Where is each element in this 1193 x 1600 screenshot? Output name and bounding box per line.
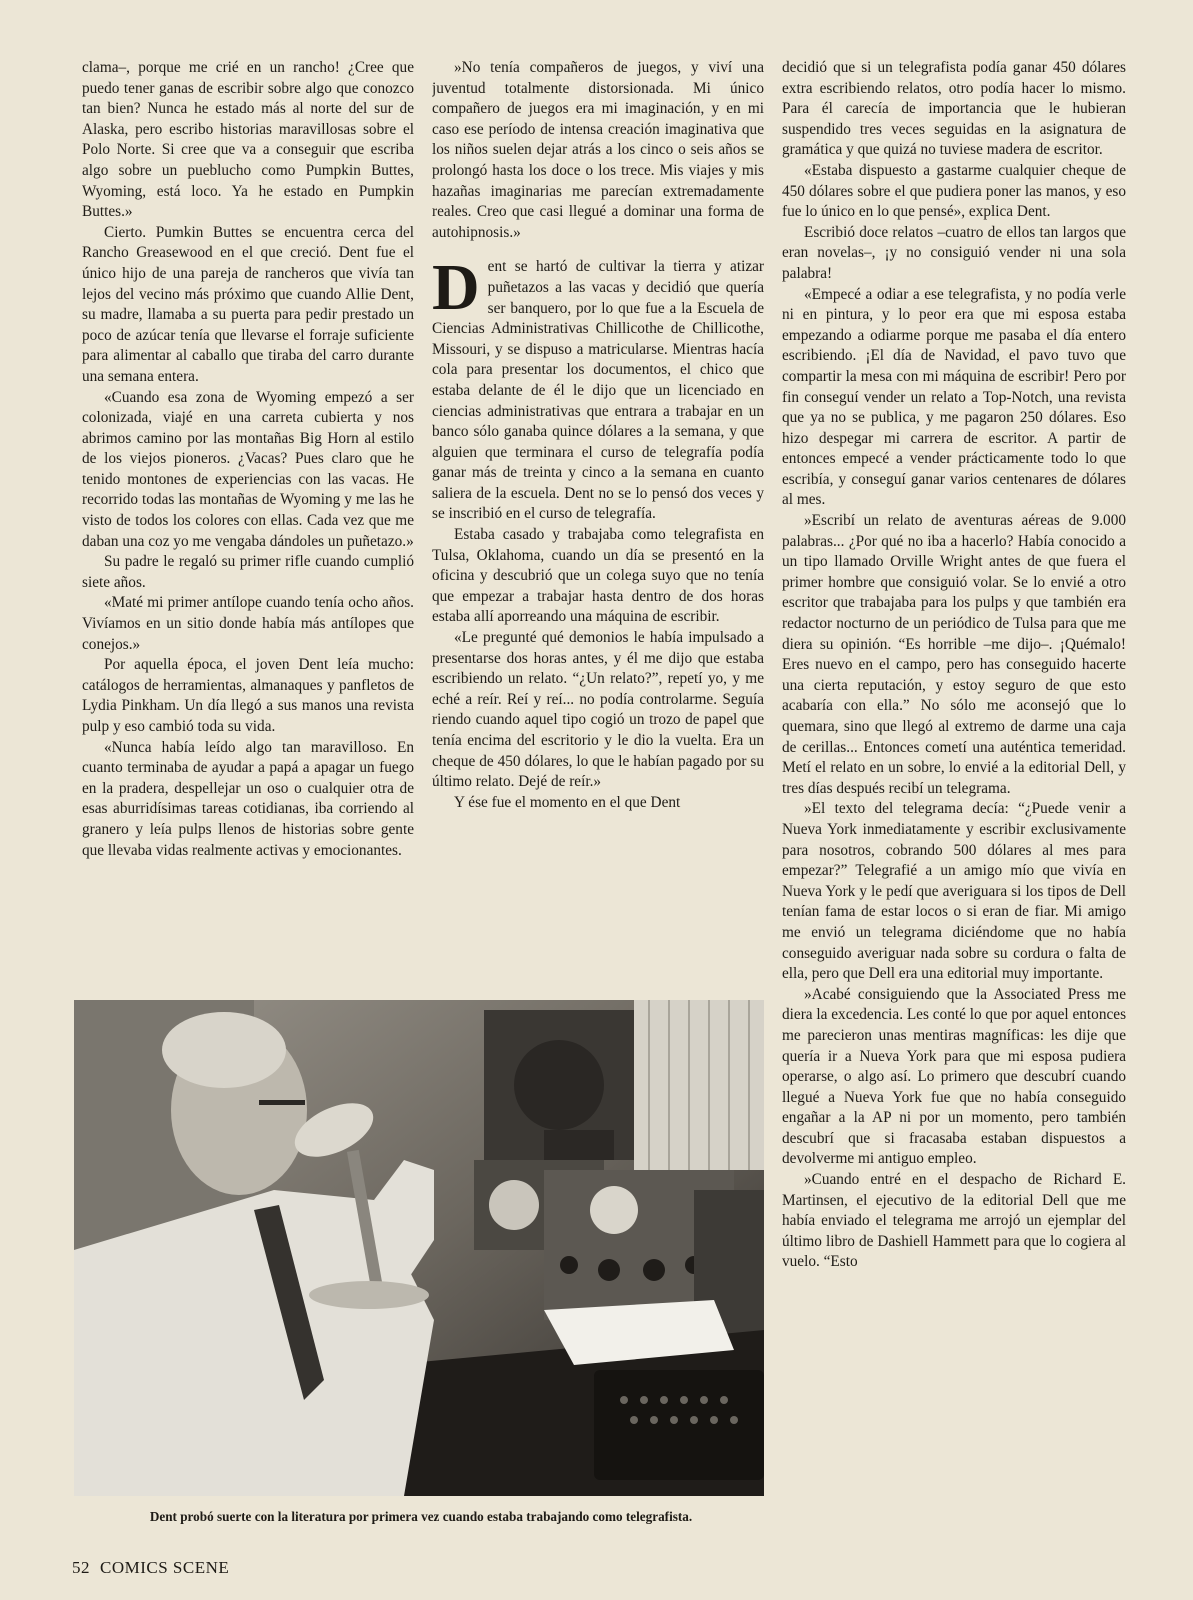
paragraph: Su padre le regaló su primer rifle cuando cumplió siete años. bbox=[82, 553, 414, 591]
paragraph: «Estaba dispuesto a gastarme cualquier cheque de 450 dólares sobre el que pudiera poner las manos, y eso fue lo único en lo que pensé», explica Dent. bbox=[782, 161, 1126, 221]
paragraph: Por aquella época, el joven Dent leía mucho: catálogos de herramientas, almanaques y panfletos de Lydia Pinkham. Un día llegó a sus manos una revista pulp y eso cambió toda su vida. bbox=[82, 656, 414, 735]
paragraph: «Le pregunté qué demonios le había impulsado a presentarse dos horas antes, y él me dijo que estaba escribiendo un relato. “¿Un relato?”, repetí yo, y me eché a reír. Reí y reí... no podía controlarme. Seguía riendo cuando aquel tipo cogió un trozo de papel que tenía encima del escritorio y le dio la vuelta. Era un cheque de 450 dólares, lo que le habían pagado por su último relato. Dejé de reír.» bbox=[432, 629, 764, 791]
dropcap-paragraph bbox=[432, 251, 764, 525]
paragraph: »Cuando entré en el despacho de Richard E. Martinsen, el ejecutivo de la editorial Dell que me había enviado el telegrama me arrojó un ejemplar del último libro de Dashiell Hammett para que lo cogiera al vuelo. “Esto bbox=[782, 1171, 1126, 1271]
article-column-2 bbox=[432, 58, 764, 998]
page-number: 52 bbox=[72, 1558, 90, 1577]
photo-caption: Dent probó suerte con la literatura por primera vez cuando estaba trabajando como telegrafista. bbox=[149, 1509, 693, 1524]
paragraph: »El texto del telegrama decía: “¿Puede venir a Nueva York inmediatamente y escribir exclusivamente para nosotros, cobrando 500 dólares al mes para empezar?” Telegrafié a un amigo mío que vivía en Nueva York y le pedí que averiguara si los tipos de Dell tenían fama de estar locos o si eran de fiar. Mi amigo me envió un telegrama diciéndome que no había conseguido averiguar nada sobre su cordura o falta de ella, pero que Dell era una editorial muy importante. bbox=[782, 800, 1126, 983]
paragraph: «Cuando esa zona de Wyoming empezó a ser colonizada, viajé en una carreta cubierta y nos abrimos camino por las montañas Big Horn al estilo de los viejos pioneros. ¿Vacas? Pues claro que he tenido montones de experiencias con las vacas. He recorrido todas las montañas de Wyoming y me las he visto de todos los colores con ellas. Cada vez que me daban una coz yo me vengaba dándoles un puñetazo.» bbox=[82, 388, 414, 550]
paragraph: Estaba casado y trabajaba como telegrafista en Tulsa, Oklahoma, cuando un día se presentó en la oficina y descubrió que un colega suyo que no tenía que empezar a trabajar hasta dentro de dos horas estaba allí aporreando una máquina de escribir. bbox=[432, 526, 764, 626]
paragraph: Y ése fue el momento en el que Dent bbox=[454, 793, 681, 811]
paragraph: Escribió doce relatos –cuatro de ellos tan largos que eran novelas–, ¡y no consiguió vender ni una sola palabra! bbox=[782, 223, 1126, 282]
page-footer bbox=[72, 1558, 229, 1578]
paragraph: «Maté mi primer antílope cuando tenía ocho años. Vivíamos en un sitio donde había más antílopes que conejos.» bbox=[82, 594, 414, 653]
paragraph: «Nunca había leído algo tan maravilloso. En cuanto terminaba de ayudar a papá a apagar un fuego en la pradera, despellejar un oso o cualquier otra de esas aburridísimas tareas cotidianas, iba corriendo al granero y leía pulps llenos de historias sobre gente que llevaba vidas realmente activas y emocionantes. bbox=[82, 738, 414, 859]
paragraph: clama–, porque me crié en un rancho! ¿Cree que puedo tener ganas de escribir sobre algo que conozco tan bien? Nunca he estado más al norte del sur de Alaska, pero escribo historias maravillosas sobre el Polo Norte. Si cree que va a conseguir que escriba algo sobre un pueblucho como Pumpkin Buttes, Wyoming, está loco. Ya he estado en Pumpkin Buttes.» bbox=[82, 59, 414, 221]
photo-dent-telegraph bbox=[74, 1000, 764, 1496]
article-column-3 bbox=[782, 58, 1126, 1570]
paragraph: »Acabé consiguiendo que la Associated Press me diera la excedencia. Les conté lo que por aquel entonces me parecieron unas mentiras magníficas: les dije que quería ir a Nueva York para que mi esposa pudiera operarse, o algo así. Lo primero que descubrí cuando llegué a Nueva York fue que no había conseguido engañar a la AP ni por un momento, pero también descubrí que si fracasaba estaban dispuestos a devolverme mi antiguo empleo. bbox=[782, 985, 1126, 1168]
typewriter bbox=[594, 1370, 764, 1480]
paragraph: »Escribí un relato de aventuras aéreas de 9.000 palabras... ¿Por qué no iba a hacerlo? Había conocido a un tipo llamado Orville Wright antes de que fuera el primer hombre que consiguió volar. Se lo envié a otro escritor que trabajaba para los pulps y que también era redactor nocturno de un periódico de Tulsa para que me diera su opinión. “Es horrible –me dijo–. ¡Quémalo! Eres nuevo en el campo, pero has conseguido hacerte una cierta reputación, y estoy seguro de que esto acabaría con ella.” No sólo me aconsejó que lo quemara, sino que llegó al extremo de darme una caja de cerillas... Entonces cometí una auténtica temeridad. Metí el relato en un sobre, lo envié a la editorial Dell, y tres días después recibí un telegrama. bbox=[782, 512, 1126, 797]
article-column-1 bbox=[82, 58, 414, 998]
paragraph: Cierto. Pumkin Buttes se encuentra cerca del Rancho Greasewood en el que creció. Dent fue el único hijo de una pareja de rancheros que vivía tan lejos del vecino más próximo que cuando Allie Dent, su madre, llamaba a su puerta para pedir prestado un poco de azúcar tenía que llevarse el forraje suficiente para alimentar al caballo que tiraba del carro durante una semana entera. bbox=[82, 223, 414, 385]
paragraph: »No tenía compañeros de juegos, y viví una juventud totalmente distorsionada. Mi único compañero de juegos era mi imaginación, y en mi caso ese período de intensa creación imaginativa que los niños suelen dejar atrás a los cinco o seis años se prolongó hasta los doce o los trece. Mis viajes y mis hazañas imaginarias me parecían extremadamente reales. Creo que casi llegué a dominar una forma de autohipnosis.» bbox=[432, 59, 764, 241]
paragraph: decidió que si un telegrafista podía ganar 450 dólares extra escribiendo relatos, otro podía hacer lo mismo. Para él carecía de importancia que le hubieran suspendido tres veces seguidas en la asignatura de gramática y que quizá no tuviese madera de escritor. bbox=[782, 59, 1126, 159]
paragraph: «Empecé a odiar a ese telegrafista, y no podía verle ni en pintura, y lo peor era que mi esposa estaba empezando a odiarme porque me pasaba el día entero escribiendo. ¡El día de Navidad, el pavo tuvo que compartir la mesa con mi máquina de escribir! Pero por fin conseguí vender un relato a Top-Notch, una revista que ya no se publica, y me pagaron 250 dólares. Eso hizo despegar mi carrera de escritor. A partir de entonces empecé a vender prácticamente todo lo que escribía, y conseguí ganar varios centenares de dólares al mes. bbox=[782, 285, 1126, 509]
paragraph-text: ent se hartó de cultivar la tierra y atizar puñetazos a las vacas y decidió que quería ser banquero, por lo que fue a la Escuela de Ciencias Administrativas Chillicothe de Chillicothe, Missouri, y se dispuso a matricularse. Mientras hacía cola para presentar los documentos, el chico que estaba delante de él le dijo que un licenciado en ciencias administrativas que entrara a trabajar en un banco sólo ganaba quince dólares a la semana, y que alguien que terminara el curso de telegrafía podía ganar más de treinta y cinco a la semana en cuanto saliera de la escuela. Dent no se lo pensó dos veces y se inscribió en el curso de telegrafía. bbox=[432, 258, 764, 523]
window-curtain bbox=[634, 1000, 764, 1170]
photo-illustration bbox=[74, 1000, 764, 1496]
drop-cap-letter: D bbox=[432, 251, 480, 325]
man-shirt bbox=[74, 1190, 434, 1496]
magazine-name: COMICS SCENE bbox=[100, 1558, 230, 1577]
